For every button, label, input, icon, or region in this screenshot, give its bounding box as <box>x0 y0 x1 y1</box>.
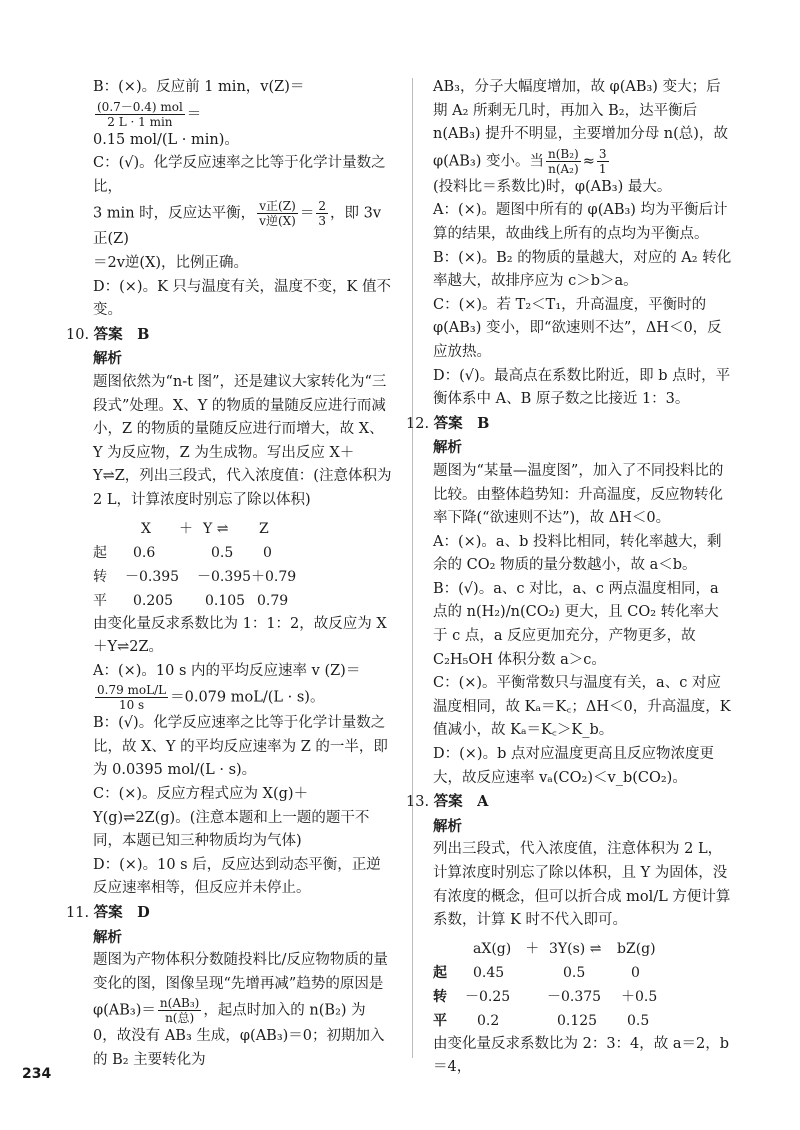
q11-ratio-fraction <box>546 147 581 176</box>
q9-option-c-line2 <box>93 199 393 252</box>
q11-continued-2: (投料比＝系数比)时，φ(AB₃) 最大。 <box>433 178 672 195</box>
q11-number: 11. <box>66 905 90 922</box>
q11-fraction <box>158 996 201 1025</box>
q12-answer: 答案 B <box>433 414 490 432</box>
page-number: 234 <box>22 1066 52 1082</box>
q9c-text-a: 3 min 时，反应达平衡， <box>93 205 256 222</box>
q9-option-b <box>93 76 393 129</box>
q11-frac-den: n(总) <box>165 1011 195 1026</box>
q13-row-label: 平 <box>433 1012 447 1029</box>
q9b-eq: ＝ <box>186 106 202 123</box>
q11-option-a: A：(×)。题图中所有的 φ(AB₃) 均为平衡后计算的结果，故曲线上所有的点均为平衡点。 <box>433 202 728 242</box>
q10-th-0 <box>93 517 125 541</box>
q10-cell: ＋0.79 <box>251 568 297 585</box>
q10-option-c: C：(×)。反应方程式应为 X(g)＋Y(g)⇌2Z(g)。(注意本题和上一题的题干不同，本题已知三种物质均为气体) <box>93 786 370 850</box>
q13-paragraph-2: 由变化量反求系数比为 2：3：4，故 a＝2，b＝4， <box>433 1035 730 1076</box>
q10-row-label: 转 <box>93 568 107 585</box>
q10-header <box>66 323 393 348</box>
q10-cell: 0.205 <box>133 592 174 609</box>
q10-option-a-line2 <box>93 683 393 712</box>
q11-continued <box>433 76 733 176</box>
q10-row-label: 平 <box>93 592 107 609</box>
q10-option-b: B：(√)。化学反应速率之比等于化学计量数之比，故 X、Y 的平均反应速率为 Z 的一半，即为 0.0395 mol/(L · s)。 <box>93 715 388 779</box>
q13-paragraph-1: 列出三段式，代入浓度值，注意体积为 2 L，计算浓度时别忘了除以体积，且 Y 为固体，没有浓度的概念，但可以折合成 mol/L 方便计算系数，计算 K 时不代入即可。 <box>433 841 731 929</box>
q12-option-d: D：(×)。b 点对应温度更高且反应物浓度更大，故反应速率 vₐ(CO₂)＜v_b(CO₂)。 <box>433 746 714 786</box>
q11-cont-text: AB₃，分子大幅度增加，故 φ(AB₃) 变大；后期 A₂ 所剩无几时，再加入 B₂，达平衡后 n(AB₃) 提升不明显，主要增加分母 n(总)，故 φ(AB₃) 变小。当 <box>433 79 728 170</box>
q9-option-c-line3: ＝2v逆(X)，比例正确。 <box>93 254 249 271</box>
q11-answer: 答案 D <box>93 904 150 922</box>
q10-cell: －0.395 <box>125 568 180 585</box>
q11-ratio2-num: 3 <box>598 146 607 161</box>
q9c-frac2-den: 3 <box>318 214 326 229</box>
q10a-frac-den: 10 s <box>118 698 145 713</box>
q11-phi-text: φ(AB₃)＝ <box>93 1002 156 1019</box>
q11-option-b: B：(×)。B₂ 的物质的量越大，对应的 A₂ 转化率越大，故排序应为 c＞b＞a。 <box>433 249 732 290</box>
q10-cell: 0 <box>263 544 272 561</box>
q12-number: 12. <box>406 415 430 432</box>
q13-cell: 0.5 <box>563 964 586 981</box>
q11-text-b: ，起点时加入的 n(B₂) 为 0，故没有 AB₃ 生成，φ(AB₃)＝0；初期加入的 B₂ 主要转化为 <box>93 1002 385 1068</box>
q11-ratio2-den: 1 <box>598 161 607 176</box>
q11-ratio-den: n(A₂) <box>548 161 579 176</box>
q10-number: 10. <box>66 326 90 343</box>
q12-paragraph-1: 题图为“某量—温度图”，加入了不同投料比的比较。由整体趋势知：升高温度，反应物转化率下降(“欲速则不达”)，故 ΔH＜0。 <box>433 462 724 527</box>
q9c-frac2-num: 2 <box>318 199 326 214</box>
q10-cell: 0.79 <box>257 592 289 609</box>
q13-three-stage-table <box>433 937 733 1033</box>
q9c-fraction <box>257 199 298 228</box>
q9b-fraction <box>95 100 185 129</box>
q11-ratio-num: n(B₂) <box>548 146 579 161</box>
q10-option-a: A：(×)。10 s 内的平均反应速率 v (Z)＝ <box>93 662 361 679</box>
q13-answer: 答案 A <box>433 793 489 811</box>
q9c-fraction-2 <box>316 199 328 228</box>
q12-header <box>406 412 733 437</box>
q11-analysis-label: 解析 <box>93 928 122 946</box>
q10-cell: 0.6 <box>133 544 156 561</box>
q13-cell: －0.375 <box>547 988 602 1005</box>
q12-option-a: A：(×)。a、b 投料比相同，转化率越大，剩余的 CO₂ 物质的量分数越小，故 a＜b。 <box>433 533 722 574</box>
q13-cell: 0.2 <box>477 1012 500 1029</box>
q13-cell: 0.45 <box>473 964 505 981</box>
q10-option-d: D：(×)。10 s 后，反应达到动态平衡，正逆反应速率相等，但反应并未停止。 <box>93 856 381 897</box>
q13-row-label: 起 <box>433 964 447 981</box>
q13-cell: 0.5 <box>627 1012 650 1029</box>
q10-row-label: 起 <box>93 544 107 561</box>
q13-cell: ＋0.5 <box>621 988 658 1005</box>
q13-th-3: bZ(g) <box>617 940 656 957</box>
q13-row-label: 转 <box>433 988 447 1005</box>
q12-analysis-label: 解析 <box>433 439 462 457</box>
q13-cell: 0.125 <box>557 1012 598 1029</box>
q11-option-d: D：(√)。最高点在系数比附近，即 b 点时，平衡体系中 A、B 原子数之比接近 1：3。 <box>433 367 731 408</box>
q12-option-b: B：(√)。a、c 对比，a、c 两点温度相同，a 点的 n(H₂)/n(CO₂) 更大，且 CO₂ 转化率大于 c 点，a 反应更加充分，产物更多，故 C₂H₅OH 体积分数 a＞c。 <box>433 580 719 668</box>
q13-th-2: 3Y(s) ⇌ <box>549 940 602 957</box>
left-column <box>66 76 393 1073</box>
q10a-result: ＝0.079 moL/(L · s)。 <box>170 689 325 706</box>
q9c-eq: ＝ <box>299 205 315 222</box>
q13-cell: 0 <box>631 964 640 981</box>
q9b-frac-den: 2 L · 1 min <box>107 114 173 129</box>
q9c-frac-num: v正(Z) <box>259 199 296 214</box>
q9b-text: B：(×)。反应前 1 min，v(Z)＝ <box>93 79 305 95</box>
q10-th-1: X ＋ <box>141 520 193 537</box>
q13-th-0 <box>433 937 465 961</box>
q10-cell: －0.395 <box>197 568 252 585</box>
q13-cell: －0.25 <box>465 988 511 1005</box>
q11-paragraph-2 <box>93 996 393 1072</box>
q9b-frac-num: (0.7－0.4) mol <box>97 99 183 114</box>
column-divider <box>412 78 413 1058</box>
q11-option-c: C：(×)。若 T₂＜T₁，升高温度，平衡时的 φ(AB₃) 变小，即“欲速则不达”，ΔH＜0，反应放热。 <box>433 296 722 360</box>
q9c-frac-den: v逆(X) <box>259 214 296 229</box>
q10-cell: 0.5 <box>211 544 234 561</box>
q9-option-d: D：(×)。K 只与温度有关，温度不变，K 值不变。 <box>93 278 391 319</box>
q10a-fraction <box>95 683 168 712</box>
q10-analysis-label: 解析 <box>93 350 122 368</box>
q13-th-1: aX(g) ＋ <box>473 940 540 957</box>
q9c-text-c: ，即 3v正(Z) <box>93 205 382 248</box>
q10-th-2: Y ⇌ <box>203 520 229 537</box>
q13-header <box>406 790 733 815</box>
q10-answer: 答案 B <box>93 325 150 343</box>
q10-three-stage-table <box>93 517 393 613</box>
q13-analysis-label: 解析 <box>433 817 462 835</box>
q10a-frac-num: 0.79 moL/L <box>97 683 167 698</box>
q11-paragraph-1: 题图为产物体积分数随投料比/反应物物质的量变化的图，图像呈现“先增再减”趋势的原因是 <box>93 952 388 992</box>
q10-cell: 0.105 <box>205 592 246 609</box>
q11-frac-num: n(AB₃) <box>159 996 200 1011</box>
q9-option-b-result: 0.15 mol/(L · min)。 <box>93 131 239 148</box>
q13-number: 13. <box>406 794 430 811</box>
q11-header <box>66 901 393 926</box>
q11-approx: ≈ <box>582 153 595 170</box>
q10-paragraph-2: 由变化量反求系数比为 1：1：2，故反应为 X＋Y⇌2Z。 <box>93 615 387 656</box>
q10-th-3: Z <box>259 520 269 537</box>
q12-option-c: C：(×)。平衡常数只与温度有关，a、c 对应温度相同，故 Kₐ＝K꜀；ΔH＜0，升高温度，K 值减小，故 Kₐ＝K꜀＞K_b。 <box>433 675 731 739</box>
q10-paragraph-1: 题图依然为“n-t 图”，还是建议大家转化为“三段式”处理。X、Y 的物质的量随反应进行而减小，Z 的物质的量随反应进行而增大，故 X、Y 为反应物，Z 为生成物。写出反应 X＋Y⇌Z，列出三段式，代入浓度值：(注意体积为 2 L，计算浓度时别忘了除以体积) <box>93 373 392 508</box>
q9-option-c: C：(√)。化学反应速率之比等于化学计量数之比， <box>93 155 386 195</box>
q11-ratio-fraction-2 <box>597 147 609 176</box>
right-column <box>406 76 733 1080</box>
